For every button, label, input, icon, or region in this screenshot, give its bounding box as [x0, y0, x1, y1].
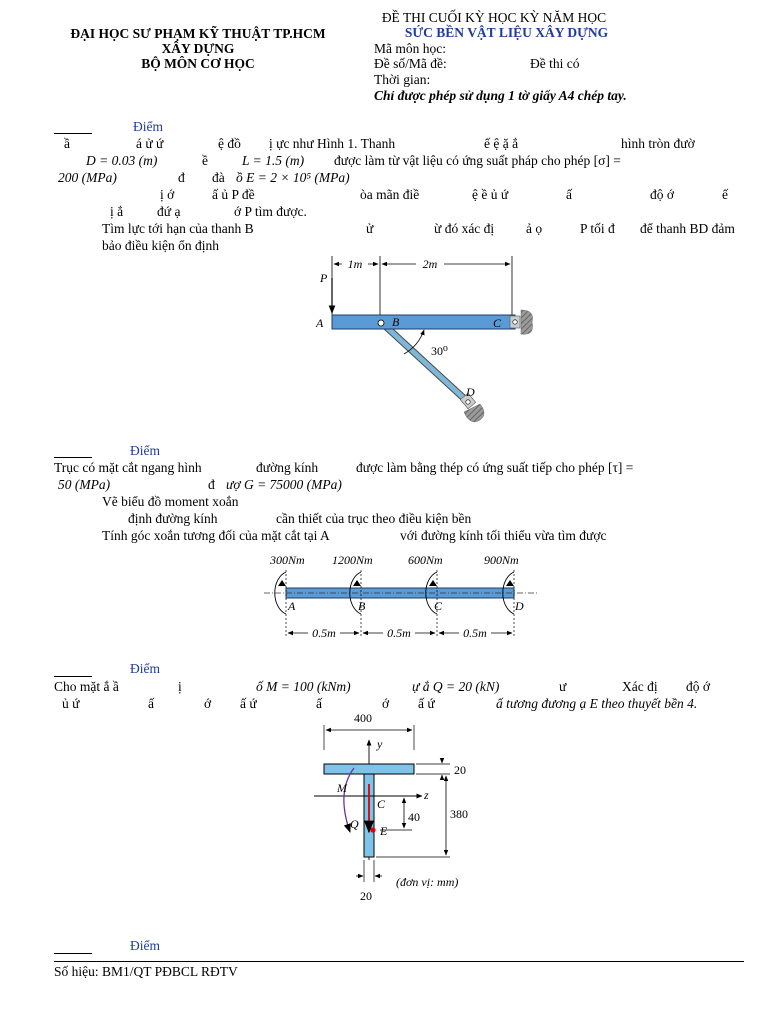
q1-modulus: ồ E = 2 × 10⁵ (MPa) [236, 170, 350, 185]
q1-line-4 [54, 187, 754, 204]
web-thickness-label: 20 [360, 889, 372, 903]
q2-text-fragment: đường kính [256, 460, 319, 475]
score-blank-1 [54, 133, 92, 134]
score-label-1: Điểm [133, 119, 163, 134]
q3-text-fragment: ớ [382, 696, 390, 711]
q3-text-fragment: ớ [204, 696, 212, 711]
centroid-label: C [377, 797, 386, 811]
score-blank-3 [54, 676, 92, 677]
figure-1-beam [300, 250, 540, 430]
q2-shear-value: 50 (MPa) [58, 477, 111, 492]
q2-text-fragment: với đường kính tối thiểu vừa tìm được [400, 528, 607, 543]
beam-ac [332, 315, 515, 329]
q2-text-fragment: Trục có mặt cắt ngang hình [54, 460, 202, 475]
dim-label-1m: 1m [347, 257, 363, 271]
load-p-label: P [320, 271, 328, 285]
q2-line-2 [54, 477, 754, 494]
q3-text-fragment: ấ tương đương ạ E theo thuyết bền 4. [496, 696, 698, 711]
q2-line-4 [54, 511, 754, 528]
q1-text-fragment: ấ [566, 187, 572, 202]
footer-divider [54, 961, 744, 962]
q1-line-5 [54, 204, 754, 221]
q3-moment-value: ố M = 100 (kNm) [256, 679, 351, 694]
q1-text-fragment: ề [202, 153, 208, 168]
q3-text-fragment: ủ ứ [62, 696, 80, 711]
width-label: 400 [354, 711, 372, 725]
point-a-label: A [316, 316, 324, 330]
q2-line-3: Vẽ biểu đồ moment xoắn [102, 494, 239, 509]
q1-text-fragment: đà [212, 170, 225, 185]
q1-text-fragment: ừ đó xác đị [434, 221, 495, 236]
q1-text-fragment: ả ọ [526, 221, 543, 236]
q3-text-fragment: Xác đị [622, 679, 658, 694]
q1-text-fragment: Tìm lực tới hạn của thanh B [102, 221, 254, 236]
q1-text-fragment: ớ P tìm được. [234, 204, 307, 219]
z-axis-label: z [424, 788, 429, 802]
pin-c [513, 320, 517, 324]
course-code-label: Mã môn học: [374, 41, 446, 56]
figure-2-shaft [256, 550, 546, 650]
point-e-label: E [380, 824, 388, 838]
q1-allowable-stress: được làm từ vật liệu có ứng suất pháp cho phép [σ] = [334, 153, 621, 168]
point-d-label: D [515, 599, 524, 613]
q2-line-1 [54, 460, 754, 477]
q1-text-fragment: ị ớ [160, 187, 175, 202]
y-axis-label: y [377, 737, 383, 751]
torque-arrowhead [429, 580, 437, 586]
unit-note: (đơn vị: mm) [396, 875, 459, 889]
subject-name: SỨC BỀN VẬT LIỆU XÂY DỰNG [404, 25, 609, 40]
q3-text-fragment: ư [559, 679, 567, 694]
q1-text-fragment: đứ ạ [157, 204, 181, 219]
point-d-label: D [466, 385, 475, 399]
allowed-materials-note: Chỉ được phép sử dụng 1 tờ giấy A4 chép tay. [374, 88, 627, 103]
q3-text-fragment: độ ớ [686, 679, 711, 694]
q2-shear-modulus: ượ G = 75000 (MPa) [226, 477, 342, 492]
torque-arrowhead [278, 580, 286, 586]
q2-text-fragment: định đường kính [128, 511, 218, 526]
strut-bd [382, 323, 468, 402]
q1-text-fragment: đ [178, 170, 185, 185]
q1-text-fragment: òa mãn điề [360, 187, 420, 202]
page-count-label: Đề thi có [530, 56, 580, 71]
q1-text-fragment: ế [722, 187, 728, 202]
q1-line-1 [54, 136, 754, 153]
score-label-3: Điểm [130, 661, 160, 676]
school-name: ĐẠI HỌC SƯ PHẠM KỸ THUẬT TP.HCM [70, 26, 326, 41]
q3-text-fragment: ấ ứ [418, 696, 435, 711]
q1-line-6 [54, 221, 754, 238]
exam-title: ĐỀ THI CUỐI KỲ HỌC KỲ NĂM HỌC [381, 10, 607, 25]
score-blank-2 [54, 457, 92, 458]
flange-thickness-label: 20 [454, 763, 466, 777]
torque-b-label: 1200Nm [332, 553, 373, 567]
score-label-4: Điểm [130, 938, 160, 953]
torque-a-label: 300Nm [270, 553, 305, 567]
time-label: Thời gian: [374, 72, 431, 87]
q3-text-fragment: ấ [316, 696, 322, 711]
point-e-marker [370, 827, 375, 832]
point-a-label: A [288, 599, 296, 613]
point-b-label: B [358, 599, 366, 613]
q1-text-fragment: ầ [64, 136, 70, 151]
torque-arrowhead [506, 580, 514, 586]
point-c-label: C [434, 599, 443, 613]
q1-line-3 [54, 170, 754, 187]
q1-text-fragment: ệ ề ủ ứ [472, 187, 509, 202]
q1-text-fragment: ị ắ [110, 204, 124, 219]
q1-text-fragment: để thanh BD đảm [640, 221, 735, 236]
moment-label: M [337, 781, 347, 795]
q1-text-fragment: ệ đồ [218, 136, 241, 151]
q1-line-7: bảo điều kiện ổn định [102, 238, 219, 253]
department-name: BỘ MÔN CƠ HỌC [141, 56, 255, 71]
point-b-label: B [392, 315, 400, 329]
spacing-label-cd: 0.5m [463, 626, 487, 640]
torque-c-label: 600Nm [408, 553, 443, 567]
height-label: 380 [450, 807, 468, 821]
q2-text-fragment: đ [208, 477, 215, 492]
q1-text-fragment: hình tròn đườ [621, 136, 695, 151]
faculty-name: XÂY DỰNG [161, 41, 235, 56]
q1-text-fragment: ử [366, 221, 374, 236]
q1-text-fragment: ị ực như Hình 1. Thanh [269, 136, 396, 151]
q1-text-fragment: ấ ủ P đề [212, 187, 255, 202]
spacing-label-ab: 0.5m [312, 626, 336, 640]
pin-d [466, 400, 470, 404]
q3-text-fragment: ấ ứ [240, 696, 257, 711]
torque-d-label: 900Nm [484, 553, 519, 567]
q1-length: L = 1.5 (m) [242, 153, 305, 168]
q3-shear-value: ự ắ Q = 20 (kN) [412, 679, 500, 694]
document-code: Số hiệu: BM1/QT PĐBCL RĐTV [54, 964, 238, 979]
wall-c [521, 310, 533, 334]
q1-text-fragment: P tối đ [580, 221, 615, 236]
q3-text-fragment: Cho mặt ắ ầ [54, 679, 119, 694]
pin-b [378, 320, 384, 326]
q1-text-fragment: á ử ứ [136, 136, 164, 151]
exam-number-label: Đề số/Mã đề: [374, 56, 447, 71]
score-label-2: Điểm [130, 443, 160, 458]
q1-line-2 [54, 153, 754, 170]
point-c-label: C [493, 316, 502, 330]
q2-allowable-shear: được làm bằng thép có ứng suất tiếp cho phép [τ] = [356, 460, 634, 475]
score-blank-4 [54, 953, 92, 954]
q2-text-fragment: Tính góc xoắn tương đối của mặt cắt tại A [102, 528, 330, 543]
e-distance-label: 40 [408, 810, 420, 824]
flange [324, 764, 414, 774]
q2-line-5 [54, 528, 754, 545]
q3-text-fragment: ị [178, 679, 182, 694]
spacing-label-bc: 0.5m [387, 626, 411, 640]
q3-line-1 [54, 679, 754, 696]
torque-arrowhead [353, 580, 361, 586]
q1-text-fragment: độ ớ [650, 187, 675, 202]
q2-text-fragment: cần thiết của trục theo điều kiện bền [276, 511, 472, 526]
q1-text-fragment: ế ệ ặ ắ [484, 136, 519, 151]
angle-label: 30⁰ [431, 344, 448, 358]
q3-text-fragment: ấ [148, 696, 154, 711]
figure-3-t-section [300, 710, 500, 910]
shear-force-label: Q [350, 817, 359, 831]
q1-diameter: D = 0.03 (m) [86, 153, 158, 168]
q1-stress-value: 200 (MPa) [58, 170, 117, 185]
dim-label-2m: 2m [422, 257, 438, 271]
